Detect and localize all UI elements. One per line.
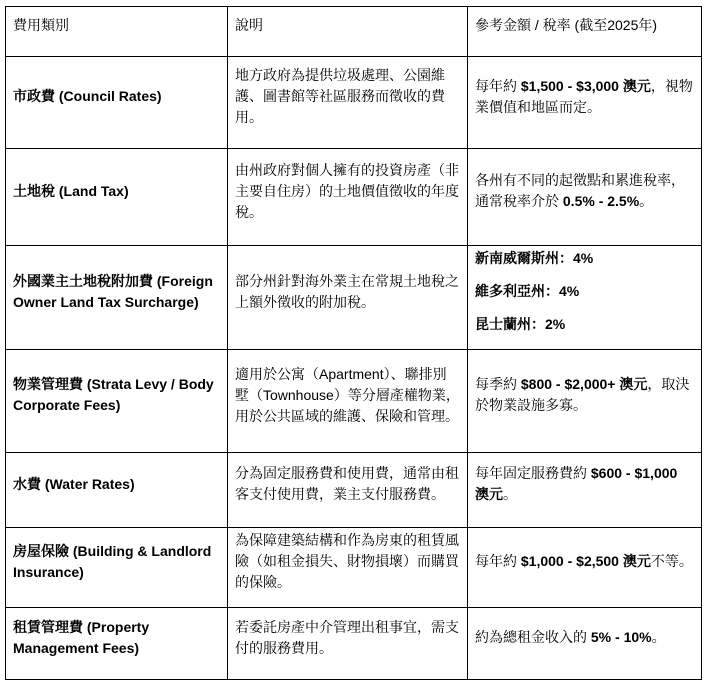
reference-paragraph: [475, 170, 694, 212]
category-label: 房屋保險 (Building & Landlord Insurance): [13, 542, 212, 580]
reference-text: $1,500 - $3,000 澳元: [520, 77, 651, 94]
description-text: 地方政府為提供垃圾處理、公園維護、圖書館等社區服務而徵收的費用。: [235, 67, 445, 125]
reference-paragraph: [475, 248, 694, 269]
table-row: [6, 57, 702, 149]
header-description: [228, 7, 468, 57]
reference-text: $600 - $1,000 澳元: [475, 465, 678, 502]
reference-text: 0.5% - 2.5%: [562, 193, 640, 209]
table-row: [6, 149, 702, 246]
header-reference-label: 參考金額 / 稅率 (截至2025年): [475, 17, 658, 33]
reference-text: 維多利亞州：4%: [475, 283, 580, 299]
description-cell: [228, 57, 468, 149]
category-label: 水費 (Water Rates): [13, 475, 135, 492]
reference-text: 。: [651, 629, 666, 645]
category-cell: [6, 453, 228, 528]
reference-paragraph: [475, 463, 694, 505]
description-cell: [228, 350, 468, 453]
category-label: 土地稅 (Land Tax): [13, 182, 129, 199]
reference-cell: [468, 149, 702, 246]
reference-text: 。: [503, 486, 517, 502]
description-text: 適用於公寓（Apartment）、聯排別墅（Townhouse）等分層產權物業，用於公共區域的維護、保險和管理。: [235, 365, 460, 424]
reference-text: 昆士蘭州：2%: [475, 316, 566, 332]
reference-paragraph: [475, 314, 694, 335]
reference-cell: [468, 246, 702, 350]
reference-text: 。: [639, 193, 654, 209]
description-text: 部分州針對海外業主在常規土地稅之上額外徵收的附加稅。: [235, 272, 459, 310]
header-row: [6, 7, 702, 57]
description-text: 由州政府對個人擁有的投資房產（非主要自住房）的土地價值徵收的年度稅。: [235, 161, 459, 220]
reference-text: ，視物業價值和地區而定。: [475, 77, 693, 115]
description-text: 為保障建築結構和作為房東的租賃風險（如租金損失、財物損壞）而購買的保險。: [235, 532, 459, 590]
property-fees-table: [5, 6, 702, 680]
reference-text: 每季約: [475, 376, 521, 392]
reference-text: $1,000 - $2,500 澳元: [520, 553, 651, 569]
description-cell: [228, 453, 468, 528]
reference-text: $800 - $2,000+ 澳元: [520, 376, 648, 392]
category-cell: [6, 608, 228, 680]
reference-text: 每年固定服務費約: [475, 465, 591, 481]
reference-paragraph: [475, 281, 694, 302]
reference-cell: [468, 57, 702, 149]
reference-text: 不等。: [650, 553, 693, 569]
table-row: [6, 528, 702, 608]
reference-cell: [468, 528, 702, 608]
category-cell: [6, 246, 228, 350]
header-description-label: 說明: [235, 17, 263, 33]
table-row: [6, 246, 702, 350]
category-label: 市政費 (Council Rates): [13, 88, 162, 104]
description-text: 若委託房產中介管理出租事宜，需支付的服務費用。: [235, 618, 459, 656]
category-cell: [6, 350, 228, 453]
category-cell: [6, 528, 228, 608]
reference-paragraph: [475, 627, 694, 648]
reference-text: 每年約: [475, 77, 521, 94]
header-reference: [468, 7, 702, 57]
reference-text: 新南威爾斯州：4%: [475, 250, 594, 266]
table-row: [6, 608, 702, 680]
category-label: 外國業主土地稅附加費 (Foreign Owner Land Tax Surcharge): [13, 272, 213, 310]
description-cell: [228, 246, 468, 350]
reference-cell: [468, 608, 702, 680]
reference-paragraph: [475, 76, 694, 118]
reference-text: 每年約: [475, 553, 521, 569]
reference-text: 5% - 10%: [590, 629, 652, 645]
description-cell: [228, 528, 468, 608]
reference-text: 各州有不同的起徵點和累進稅率，通常稅率介於: [475, 172, 685, 209]
description-text: 分為固定服務費和使用費，通常由租客支付使用費，業主支付服務費。: [235, 465, 459, 502]
reference-paragraph: [475, 374, 694, 416]
category-cell: [6, 149, 228, 246]
category-label: 物業管理費 (Strata Levy / Body Corporate Fees): [13, 376, 214, 413]
description-cell: [228, 608, 468, 680]
reference-paragraph: [475, 551, 694, 572]
table-row: [6, 350, 702, 453]
category-cell: [6, 57, 228, 149]
reference-cell: [468, 350, 702, 453]
description-cell: [228, 149, 468, 246]
reference-text: ，取決於物業設施多寡。: [475, 376, 690, 413]
reference-text: 約為總租金收入的: [475, 629, 591, 645]
category-label: 租賃管理費 (Property Management Fees): [13, 618, 150, 656]
header-fee-category-label: 費用類別: [13, 17, 69, 33]
table-row: [6, 453, 702, 528]
header-fee-category: [6, 7, 228, 57]
reference-cell: [468, 453, 702, 528]
